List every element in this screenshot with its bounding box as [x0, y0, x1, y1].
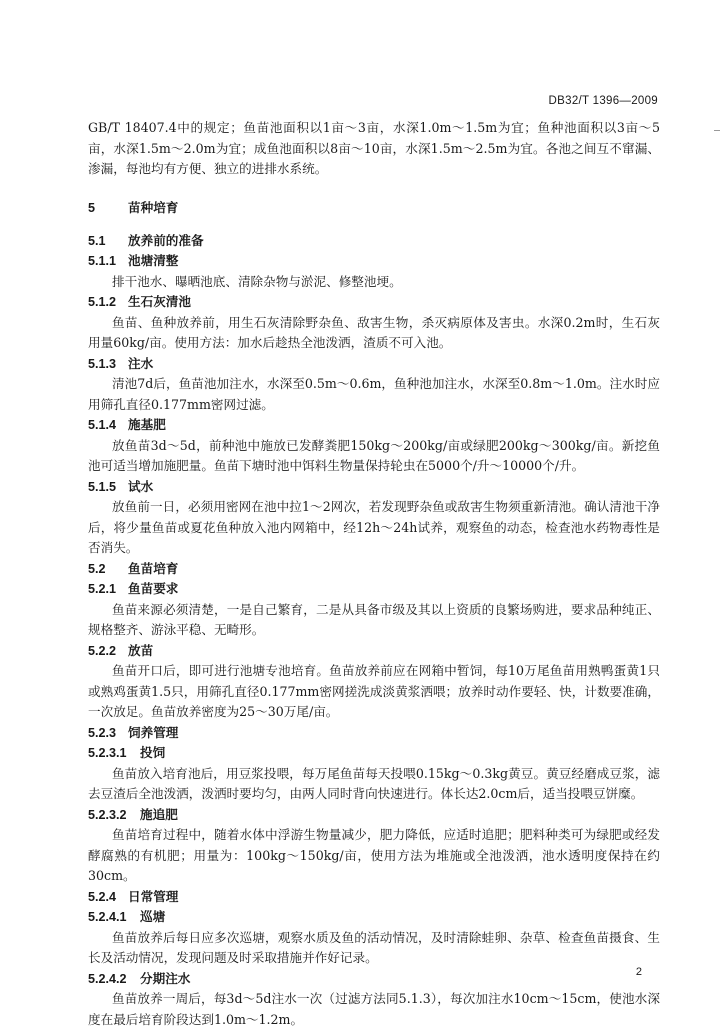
- section-heading: [88, 907, 660, 928]
- heading-title: 放苗: [128, 643, 154, 658]
- heading-title: 饲养管理: [128, 725, 179, 740]
- heading-number: 5.2.4.2: [88, 971, 127, 986]
- intro-paragraph: GB/T 18407.4中的规定；鱼苗池面积以1亩～3亩，水深1.0m～1.5m为宜；鱼种池面积以3亩～5亩，水深1.5m～2.0m为宜；成鱼池面积以8亩～10亩，水深1.5m～2.5m为宜。各池之间互不窜漏、渗漏，每池均有方便、独立的进排水系统。: [88, 120, 660, 176]
- heading-number: 5.2.4: [88, 889, 117, 904]
- section-heading: [88, 415, 660, 436]
- section-heading: [88, 292, 660, 313]
- section-heading: [88, 723, 660, 744]
- section-heading: [88, 251, 660, 272]
- heading-number: 5: [88, 200, 96, 215]
- heading-number: 5.1.4: [88, 418, 117, 432]
- heading-title: 鱼苗培育: [128, 561, 179, 576]
- heading-title: 生石灰清池: [128, 295, 191, 309]
- heading-title: 分期注水: [140, 971, 191, 986]
- section-heading: [88, 887, 660, 908]
- heading-title: 投饲: [140, 746, 166, 760]
- body-paragraph: 放鱼苗3d～5d，前种池中施放已发酵粪肥150kg～200kg/亩或绿肥200kg～300kg/亩。新挖鱼池可适当增加施肥量。鱼苗下塘时池中饵料生物量保持轮虫在5000个/升～10000个/升。: [88, 437, 660, 473]
- section-heading: [88, 231, 660, 252]
- scan-edge-mark: [714, 130, 720, 131]
- heading-number: 5.2.3.2: [88, 807, 127, 822]
- heading-number: 5.1.1: [88, 254, 117, 268]
- body-paragraph: 鱼苗放养后每日应多次巡塘，观察水质及鱼的活动情况，及时清除蛙卵、杂草、检查鱼苗摄食、生长及活动情况，发现问题及时采取措施并作好记录。: [88, 929, 660, 965]
- section-heading: [88, 559, 660, 580]
- body-paragraph: 鱼苗放养一周后，每3d～5d注水一次（过滤方法同5.1.3），每次加注水10cm～15cm，使池水深度在最后培育阶段达到1.0m～1.2m。: [88, 991, 660, 1027]
- heading-title: 放养前的准备: [128, 233, 204, 248]
- body-paragraph: 鱼苗开口后，即可进行池塘专池培育。鱼苗放养前应在网箱中暂饲，每10万尾鱼苗用熟鸭蛋黄1只或熟鸡蛋黄1.5只，用筛孔直径0.177mm密网搓洗成淡黄浆洒喂；放养时动作要轻、快，计数要准确，一次放足。鱼苗放养密度为25～30万尾/亩。: [88, 663, 660, 719]
- heading-title: 巡塘: [140, 910, 166, 924]
- body-paragraph: 放鱼前一日，必须用密网在池中拉1～2网次，若发现野杂鱼或敌害生物须重新清池。确认清池干净后，将少量鱼苗或夏花鱼种放入池内网箱中，经12h～24h试养，观察鱼的动态，检查池水药物毒性是否消失。: [88, 499, 660, 555]
- section-heading: [88, 641, 660, 662]
- section-heading: [88, 805, 660, 826]
- body-paragraph: 鱼苗培育过程中，随着水体中浮游生物量减少，肥力降低，应适时追肥；肥料种类可为绿肥或经发酵腐熟的有机肥；用量为：100kg～150kg/亩，使用方法为堆施或全池泼洒，池水透明度保持在约30cm。: [88, 827, 660, 883]
- heading-number: 5.1.5: [88, 479, 117, 494]
- heading-title: 试水: [128, 479, 154, 494]
- heading-number: 5.1.3: [88, 356, 117, 371]
- section-heading: [88, 969, 660, 990]
- heading-number: 5.2.4.1: [88, 910, 127, 924]
- chapter-heading: [88, 197, 660, 219]
- body-paragraph: 排干池水、曝晒池底、清除杂物与淤泥、修整池埂。: [112, 273, 402, 289]
- body-paragraph: 清池7d后，鱼苗池加注水，水深至0.5m～0.6m，鱼种池加注水，水深至0.8m～1.0m。注水时应用筛孔直径0.177mm密网过滤。: [88, 376, 660, 412]
- heading-title: 池塘清整: [128, 254, 179, 268]
- heading-number: 5.2.1: [88, 582, 117, 596]
- heading-number: 5.2.2: [88, 643, 117, 658]
- section-heading: [88, 354, 660, 375]
- body-paragraph: 鱼苗放入培育池后，用豆浆投喂，每万尾鱼苗每天投喂0.15kg～0.3kg黄豆。黄豆经磨成豆浆，滤去豆渣后全池泼洒，泼洒时要均匀，由两人同时背向快速进行。体长达2.0cm后，适当投喂豆饼糜。: [88, 765, 660, 801]
- heading-number: 5.2: [88, 561, 106, 576]
- section-heading: [88, 579, 660, 600]
- body-paragraph: 鱼苗来源必须清楚，一是自己繁育，二是从具备市级及其以上资质的良繁场购进，要求品种纯正、规格整齐、游泳平稳、无畸形。: [88, 601, 660, 637]
- heading-title: 日常管理: [128, 889, 179, 904]
- heading-number: 5.2.3.1: [88, 746, 127, 760]
- heading-title: 注水: [128, 356, 154, 371]
- heading-title: 苗种培育: [128, 200, 179, 215]
- heading-title: 施追肥: [140, 807, 178, 822]
- heading-title: 鱼苗要求: [128, 582, 179, 596]
- page-number: 2: [635, 966, 642, 978]
- heading-title: 施基肥: [128, 418, 166, 432]
- heading-number: 5.1.2: [88, 295, 117, 309]
- section-heading: [88, 743, 660, 764]
- heading-number: 5.1: [88, 233, 106, 248]
- standard-code: DB32/T 1396—2009: [548, 95, 658, 107]
- section-heading: [88, 477, 660, 498]
- heading-number: 5.2.3: [88, 725, 117, 740]
- body-paragraph: 鱼苗、鱼种放养前，用生石灰清除野杂鱼、敌害生物，杀灭病原体及害虫。水深0.2m时，生石灰用量60kg/亩。使用方法：加水后趁热全池泼洒，渣质不可入池。: [88, 314, 660, 350]
- document-body: [88, 118, 660, 1030]
